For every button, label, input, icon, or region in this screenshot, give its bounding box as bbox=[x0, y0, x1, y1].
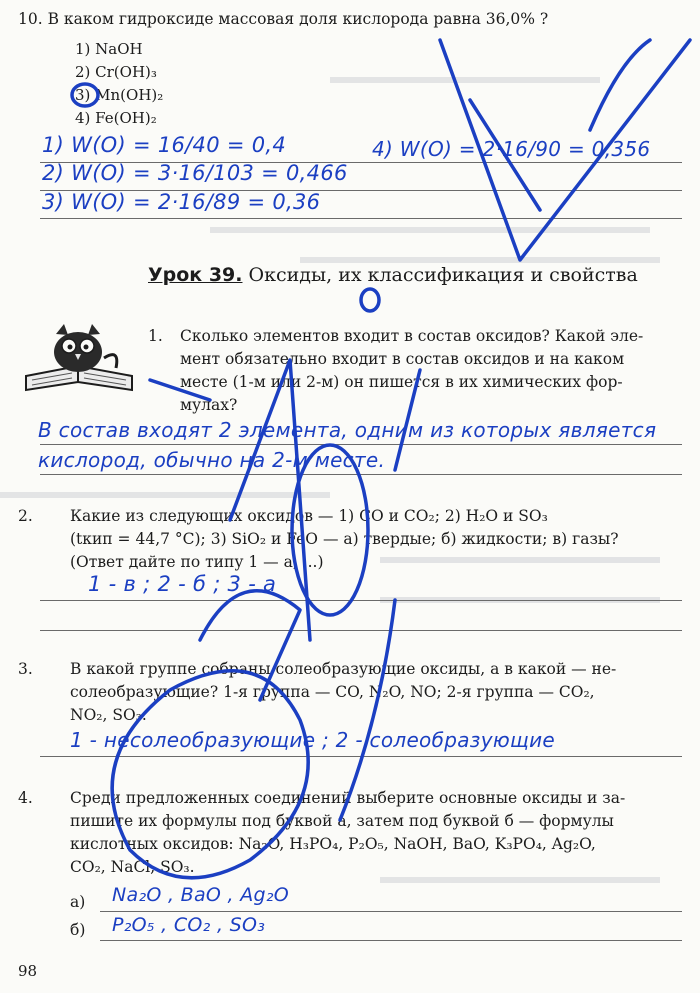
q10-answer-4: 4) W(O) = 2·16/90 = 0,356 bbox=[372, 137, 651, 161]
q10-number: 10. bbox=[18, 10, 43, 28]
q2-line-2: (tкип = 44,7 °C); 3) SiO₂ и FeO — а) твердые; б) жидкости; в) газы? bbox=[70, 530, 619, 548]
q4-line-2: пишите их формулы под буквой а, затем под буквой б — формулы bbox=[70, 812, 614, 830]
q1-line-2: мент обязательно входит в состав оксидов и на каком bbox=[180, 350, 625, 368]
q10-answer-1: 1) W(O) = 16/40 = 0,4 bbox=[42, 133, 287, 157]
q4-line-4: CO₂, NaCl, SO₃. bbox=[70, 858, 195, 876]
q10-text: В каком гидроксиде массовая доля кислорода равна 36,0% ? bbox=[47, 10, 549, 28]
q10-option-3: 3) Mn(OH)₂ bbox=[75, 86, 164, 104]
q2-answer: 1 - в ; 2 - б ; 3 - а bbox=[88, 572, 277, 596]
q10-option-1: 1) NaOH bbox=[75, 40, 143, 58]
q3-line-1: В какой группе собраны солеобразующие оксиды, а в какой — не- bbox=[70, 660, 617, 678]
q1-line-1: Сколько элементов входит в состав оксидов? Какой эле- bbox=[180, 327, 644, 345]
check-mark-large bbox=[440, 40, 690, 260]
q1-answer-line-1: В состав входят 2 элемента, одним из которых является bbox=[38, 418, 657, 442]
page-number: 98 bbox=[18, 962, 38, 980]
q3-line-3: NO₂, SO₃. bbox=[70, 706, 147, 724]
q10-option-2: 2) Cr(OH)₃ bbox=[75, 63, 157, 81]
q2-number: 2. bbox=[18, 507, 33, 525]
q10-option-4: 4) Fe(OH)₂ bbox=[75, 109, 157, 127]
q10-answer-3: 3) W(O) = 2·16/89 = 0,36 bbox=[42, 190, 321, 214]
scribble-loop-mark bbox=[112, 671, 308, 878]
q4-label-a: а) bbox=[70, 893, 86, 911]
q4-number: 4. bbox=[18, 789, 33, 807]
q3-line-2: солеобразующие? 1-я группа — CO, N₂O, NO; 2-я группа — CO₂, bbox=[70, 683, 595, 701]
q2-line-3: (Ответ дайте по типу 1 — а, ...) bbox=[70, 553, 324, 571]
q1-line-4: мулах? bbox=[180, 396, 238, 414]
q1-line-3: месте (1-м или 2-м) он пишется в их химических фор- bbox=[180, 373, 623, 391]
q10-answer-2: 2) W(O) = 3·16/103 = 0,466 bbox=[42, 161, 348, 185]
q4-label-b: б) bbox=[70, 921, 86, 939]
q1-answer-line-2: кислород, обычно на 2-м месте. bbox=[38, 448, 386, 472]
lesson-label: Урок 39. bbox=[148, 264, 243, 286]
q1-number: 1. bbox=[148, 327, 163, 345]
q4-line-3: кислотных оксидов: Na₂O, H₃PO₄, P₂O₅, NaOH, BaO, K₃PO₄, Ag₂O, bbox=[70, 835, 596, 853]
q3-number: 3. bbox=[18, 660, 33, 678]
q4-answer-a: Na₂O , BaO , Ag₂O bbox=[112, 884, 290, 906]
q4-answer-b: P₂O₅ , CO₂ , SO₃ bbox=[112, 914, 266, 936]
q4-line-1: Среди предложенных соединений выберите основные оксиды и за- bbox=[70, 789, 626, 807]
lesson-title: Оксиды, их классификация и свойства bbox=[248, 264, 638, 286]
q3-answer: 1 - несолеобразующие ; 2 - солеобразующие bbox=[70, 728, 556, 752]
option-3-circle-mark bbox=[72, 84, 98, 106]
q2-line-1: Какие из следующих оксидов — 1) CO и CO₂; 2) H₂O и SO₃ bbox=[70, 507, 548, 525]
